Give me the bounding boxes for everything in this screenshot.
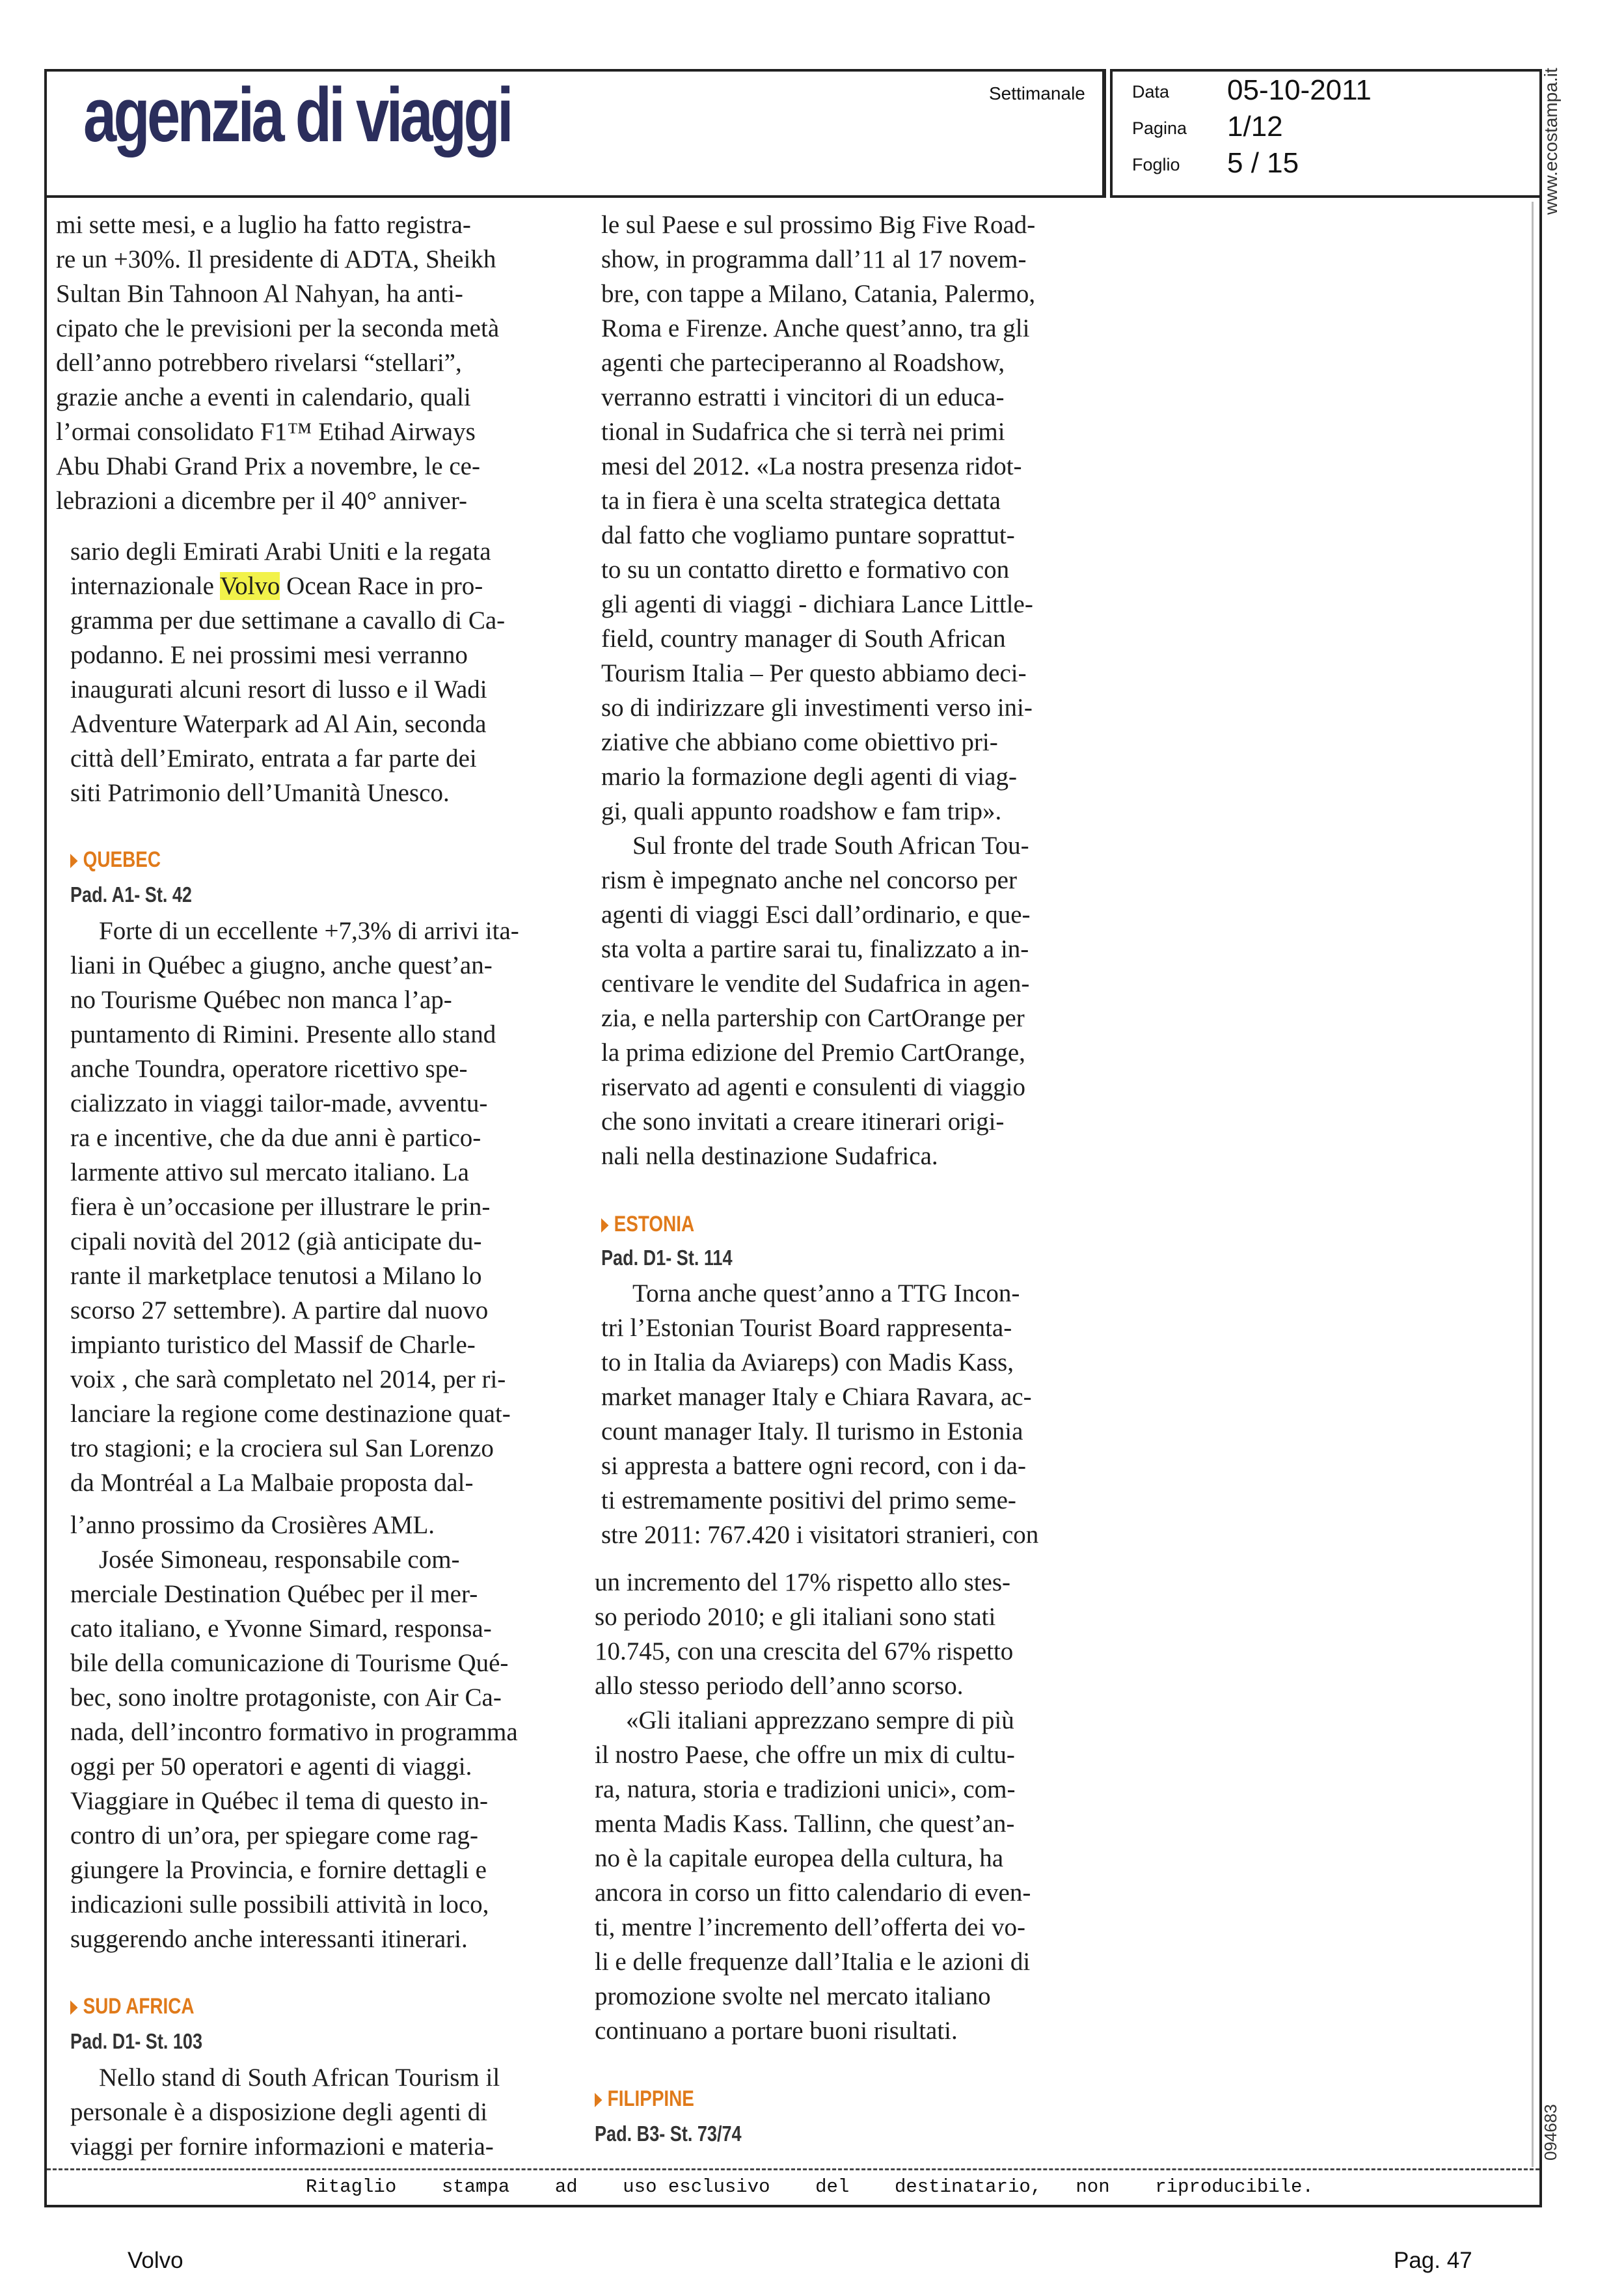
clipping-cut-line: [47, 2168, 1539, 2172]
text-line: ziative che abbiano come obiettivo pri-: [601, 728, 998, 756]
text-line: stre 2011: 767.420 i visitatori stranieri, con: [601, 1521, 1039, 1549]
margin-rule: [1532, 202, 1534, 2167]
text-line: show, in programma dall’11 al 17 novem-: [601, 245, 1027, 273]
text-line: tri l’Estonian Tourist Board rappresenta-: [601, 1314, 1012, 1342]
text-line: agenti di viaggi Esci dall’ordinario, e que-: [601, 901, 1031, 929]
text-line: cializzato in viaggi tailor-made, avventu-: [70, 1089, 488, 1117]
text-line: da Montréal a La Malbaie proposta dal-: [70, 1469, 474, 1497]
text-line: «Gli italiani apprezzano sempre di più: [626, 1706, 1014, 1734]
text-line: Viaggiare in Québec il tema di questo in-: [70, 1787, 489, 1815]
text-line: ancora in corso un fitto calendario di even-: [595, 1879, 1031, 1907]
masthead-divider: [1103, 69, 1106, 198]
meta-label-foglio: Foglio: [1132, 155, 1180, 174]
text-line: 10.745, con una crescita del 67% rispetto: [595, 1637, 1014, 1665]
text-line: un incremento del 17% rispetto allo stes-: [595, 1568, 1011, 1596]
clipping-notice: Ritaglio stampa ad uso esclusivo del destinatario, non riproducibile.: [306, 2176, 1314, 2198]
text-line: zia, e nella partership con CartOrange per: [601, 1004, 1025, 1032]
text-line: grazie anche a eventi in calendario, quali: [56, 383, 471, 411]
stand-location-quebec: Pad. A1- St. 42: [70, 882, 192, 907]
text-line: città dell’Emirato, entrata a far parte dei: [70, 744, 477, 772]
text-line: gli agenti di viaggi - dichiara Lance Little-: [601, 590, 1033, 618]
text-line: centivare le vendite del Sudafrica in agen-: [601, 970, 1030, 998]
text-line: rante il marketplace tenutosi a Milano lo: [70, 1262, 482, 1290]
text-line: Josée Simoneau, responsabile com-: [99, 1546, 460, 1574]
text-line: sario degli Emirati Arabi Uniti e la regata: [70, 538, 491, 566]
text-line: [70, 573, 483, 599]
meta-label-pagina: Pagina: [1132, 118, 1187, 138]
text-line: larmente attivo sul mercato italiano. La: [70, 1158, 469, 1186]
text-fragment: internazionale: [70, 572, 220, 600]
text-line: giungere la Provincia, e fornire dettagli e: [70, 1856, 487, 1884]
meta-value-foglio: 5 / 15: [1227, 147, 1299, 179]
text-line: Forte di un eccellente +7,3% di arrivi ita-: [99, 917, 519, 945]
triangle-marker-icon: [70, 2000, 77, 2015]
text-line: personale è a disposizione degli agenti di: [70, 2098, 488, 2126]
text-line: siti Patrimonio dell’Umanità Unesco.: [70, 779, 450, 807]
text-line: tro stagioni; e la crociera sul San Lorenzo: [70, 1434, 494, 1462]
text-line: scorso 27 settembre). A partire dal nuovo: [70, 1296, 489, 1324]
section-heading-sud-africa: SUD AFRICA: [70, 1994, 195, 2019]
text-line: ta in fiera è una scelta strategica dettata: [601, 487, 1001, 515]
text-line: puntamento di Rimini. Presente allo stand: [70, 1020, 496, 1048]
text-line: indicazioni sulle possibili attività in loco,: [70, 1890, 489, 1918]
side-code: 094683: [1541, 2104, 1560, 2161]
text-line: to su un contatto diretto e formativo con: [601, 556, 1010, 584]
text-line: rism è impegnato anche nel concorso per: [601, 866, 1017, 894]
text-line: lebrazioni a dicembre per il 40° anniver-: [56, 487, 468, 515]
text-line: impianto turistico del Massif de Charle-: [70, 1331, 476, 1359]
text-line: gramma per due settimane a cavallo di Ca-: [70, 607, 506, 635]
text-line: oggi per 50 operatori e agenti di viaggi.: [70, 1753, 472, 1781]
text-line: promozione svolte nel mercato italiano: [595, 1982, 991, 2010]
highlighted-keyword: Volvo: [219, 572, 280, 600]
text-line: Sultan Bin Tahnoon Al Nahyan, ha anti-: [56, 280, 463, 308]
stand-location-sud-africa: Pad. D1- St. 103: [70, 2029, 203, 2053]
text-line: Tourism Italia – Per questo abbiamo deci-: [601, 659, 1027, 687]
text-line: bec, sono inoltre protagoniste, con Air Ca-: [70, 1684, 502, 1712]
text-line: l’anno prossimo da Crosières AML.: [70, 1511, 435, 1539]
text-line: mi sette mesi, e a luglio ha fatto registra-: [56, 211, 471, 239]
text-line: no è la capitale europea della cultura, ha: [595, 1844, 1003, 1872]
text-line: suggerendo anche interessanti itinerari.: [70, 1925, 468, 1953]
text-line: Nello stand di South African Tourism il: [99, 2064, 500, 2092]
meta-value-data: 05-10-2011: [1227, 74, 1372, 106]
text-line: bre, con tappe a Milano, Catania, Palermo,: [601, 280, 1036, 308]
section-heading-filippine: FILIPPINE: [595, 2086, 694, 2112]
text-line: nali nella destinazione Sudafrica.: [601, 1142, 938, 1170]
text-line: ra e incentive, che da due anni è partico-: [70, 1124, 481, 1152]
text-line: Sul fronte del trade South African Tou-: [632, 832, 1029, 860]
text-line: allo stesso periodo dell’anno scorso.: [595, 1672, 964, 1700]
section-heading-estonia: ESTONIA: [601, 1212, 694, 1237]
text-line: tional in Sudafrica che si terrà nei primi: [601, 418, 1005, 446]
text-line: merciale Destination Québec per il mer-: [70, 1580, 478, 1608]
publication-frequency: Settimanale: [989, 83, 1085, 103]
text-line: liani in Québec a giugno, anche quest’an-: [70, 951, 493, 979]
text-line: le sul Paese e sul prossimo Big Five Road-: [601, 211, 1036, 239]
text-line: anche Toundra, operatore ricettivo spe-: [70, 1055, 468, 1083]
stand-location-filippine: Pad. B3- St. 73/74: [595, 2122, 742, 2146]
text-line: Adventure Waterpark ad Al Ain, seconda: [70, 710, 487, 738]
text-line: field, country manager di South African: [601, 625, 1006, 653]
text-line: count manager Italy. Il turismo in Estonia: [601, 1417, 1023, 1445]
meta-label-data: Data: [1132, 82, 1170, 102]
text-line: lanciare la regione come destinazione quat-: [70, 1400, 511, 1428]
clipping-keyword: Volvo: [128, 2248, 183, 2273]
section-heading-quebec: QUEBEC: [70, 847, 161, 873]
text-line: viaggi per fornire informazioni e materia-: [70, 2133, 494, 2161]
text-line: ti estremamente positivi del primo seme-: [601, 1486, 1016, 1514]
text-line: mario la formazione degli agenti di viag-: [601, 763, 1017, 791]
text-line: so di indirizzare gli investimenti verso ini-: [601, 694, 1033, 722]
text-line: ti, mentre l’incremento dell’offerta dei vo-: [595, 1913, 1026, 1941]
text-line: riservato ad agenti e consulenti di viaggio: [601, 1073, 1025, 1101]
text-line: Roma e Firenze. Anche quest’anno, tra gli: [601, 314, 1030, 342]
side-website: www.ecostampa.it: [1541, 68, 1561, 215]
text-line: agenti che parteciperanno al Roadshow,: [601, 349, 1005, 377]
text-line: gi, quali appunto roadshow e fam trip».: [601, 797, 1002, 825]
text-line: to in Italia da Aviareps) con Madis Kass,: [601, 1348, 1014, 1376]
text-line: sta volta a partire sarai tu, finalizzato a in-: [601, 935, 1029, 963]
text-line: li e delle frequenze dall’Italia e le azioni di: [595, 1948, 1031, 1976]
text-line: market manager Italy e Chiara Ravara, ac-: [601, 1383, 1032, 1411]
text-line: cato italiano, e Yvonne Simard, responsa-: [70, 1615, 492, 1643]
text-line: Torna anche quest’anno a TTG Incon-: [632, 1279, 1020, 1307]
text-line: cipato che le previsioni per la seconda metà: [56, 314, 500, 342]
text-line: so periodo 2010; e gli italiani sono stati: [595, 1603, 996, 1631]
text-line: il nostro Paese, che offre un mix di cultu-: [595, 1741, 1015, 1769]
triangle-marker-icon: [595, 2093, 602, 2107]
text-line: verranno estratti i vincitori di un educa-: [601, 383, 1005, 411]
text-line: contro di un’ora, per spiegare come rag-: [70, 1822, 478, 1849]
text-fragment: Ocean Race in pro-: [280, 572, 483, 600]
text-line: menta Madis Kass. Tallinn, che quest’an-: [595, 1810, 1015, 1838]
text-line: dal fatto che vogliamo puntare soprattut-: [601, 521, 1015, 549]
text-line: la prima edizione del Premio CartOrange,: [601, 1039, 1025, 1067]
text-line: cipali novità del 2012 (già anticipate du-: [70, 1227, 482, 1255]
text-line: dell’anno potrebbero rivelarsi “stellari”,: [56, 349, 462, 377]
meta-value-pagina: 1/12: [1227, 111, 1283, 143]
text-line: che sono invitati a creare itinerari origi-: [601, 1108, 1005, 1136]
triangle-marker-icon: [601, 1218, 608, 1233]
text-line: si appresta a battere ogni record, con i da-: [601, 1452, 1026, 1480]
stand-location-estonia: Pad. D1- St. 114: [601, 1246, 733, 1270]
text-line: no Tourisme Québec non manca l’ap-: [70, 986, 452, 1014]
page-number: Pag. 47: [1394, 2248, 1472, 2273]
text-line: continuano a portare buoni risultati.: [595, 2017, 958, 2045]
text-line: nada, dell’incontro formativo in programma: [70, 1718, 518, 1746]
text-line: ra, natura, storia e tradizioni unici», com-: [595, 1775, 1016, 1803]
triangle-marker-icon: [70, 854, 77, 868]
text-line: fiera è un’occasione per illustrare le prin-: [70, 1193, 491, 1221]
text-line: Abu Dhabi Grand Prix a novembre, le ce-: [56, 452, 480, 480]
text-line: l’ormai consolidato F1™ Etihad Airways: [56, 418, 476, 446]
publication-logo: agenzia di viaggi: [83, 72, 511, 158]
text-line: mesi del 2012. «La nostra presenza ridot-: [601, 452, 1022, 480]
text-line: inaugurati alcuni resort di lusso e il Wadi: [70, 676, 487, 703]
text-line: bile della comunicazione di Tourisme Qué-: [70, 1649, 509, 1677]
text-line: re un +30%. Il presidente di ADTA, Sheikh: [56, 245, 496, 273]
text-line: voix , che sarà completato nel 2014, per ri-: [70, 1365, 506, 1393]
text-line: podanno. E nei prossimi mesi verranno: [70, 641, 468, 669]
